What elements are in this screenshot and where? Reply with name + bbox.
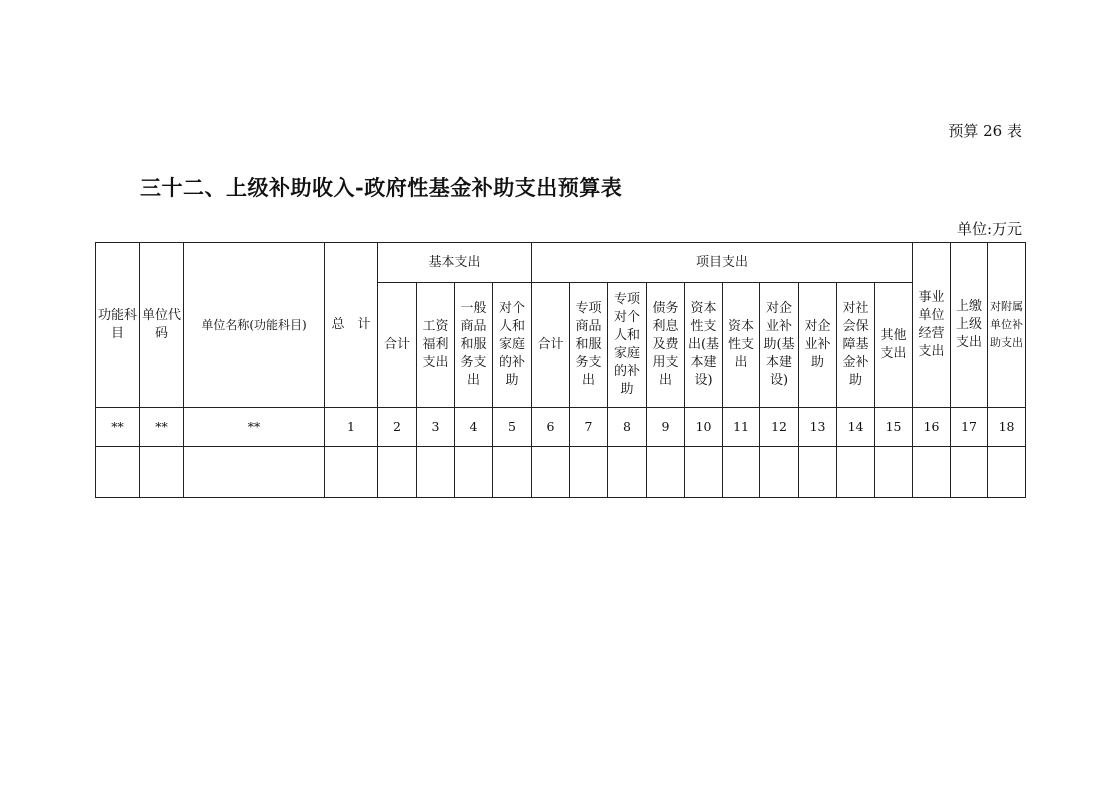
form-number: 预算 26 表 xyxy=(948,122,1022,140)
number-cell: 13 xyxy=(799,408,837,447)
header-row-1 xyxy=(96,243,1026,283)
col-13-header: 对企 业补 助 xyxy=(799,283,837,408)
empty-cell xyxy=(837,447,875,498)
empty-cell xyxy=(184,447,325,498)
col-function-header: 功能科 目 xyxy=(96,243,140,408)
number-cell: 12 xyxy=(760,408,799,447)
col-total-header: 总 计 xyxy=(325,243,378,408)
number-cell: 9 xyxy=(647,408,685,447)
col-5-header: 对个 人和 家庭 的补 助 xyxy=(493,283,532,408)
empty-cell xyxy=(417,447,455,498)
number-cell: 14 xyxy=(837,408,875,447)
number-cell: 11 xyxy=(723,408,760,447)
col-18-header: 对附属 单位补 助支出 xyxy=(988,243,1026,408)
number-cell: 17 xyxy=(951,408,988,447)
empty-cell xyxy=(799,447,837,498)
number-cell: 1 xyxy=(325,408,378,447)
empty-cell xyxy=(493,447,532,498)
empty-cell xyxy=(647,447,685,498)
col-2-header: 合计 xyxy=(378,283,417,408)
col-7-header: 专项 商品 和服 务支 出 xyxy=(570,283,608,408)
empty-cell xyxy=(913,447,951,498)
col-4-header: 一般 商品 和服 务支 出 xyxy=(455,283,493,408)
empty-cell xyxy=(723,447,760,498)
col-10-header: 资本 性支 出(基 本建 设) xyxy=(685,283,723,408)
group-basic-header: 基本支出 xyxy=(378,243,532,283)
empty-cell xyxy=(325,447,378,498)
number-cell: 7 xyxy=(570,408,608,447)
table-row xyxy=(96,447,1026,498)
number-cell: 18 xyxy=(988,408,1026,447)
number-cell: 2 xyxy=(378,408,417,447)
empty-cell xyxy=(988,447,1026,498)
column-number-row xyxy=(96,408,1026,447)
number-cell: ** xyxy=(184,408,325,447)
empty-cell xyxy=(378,447,417,498)
empty-cell xyxy=(685,447,723,498)
col-8-header: 专项 对个 人和 家庭 的补 助 xyxy=(608,283,647,408)
group-project-header: 项目支出 xyxy=(532,243,913,283)
budget-table xyxy=(95,242,1026,498)
number-cell: 5 xyxy=(493,408,532,447)
number-cell: 15 xyxy=(875,408,913,447)
empty-cell xyxy=(455,447,493,498)
empty-cell xyxy=(570,447,608,498)
col-15-header: 其他 支出 xyxy=(875,283,913,408)
col-12-header: 对企 业补 助(基 本建 设) xyxy=(760,283,799,408)
col-unit-code-header: 单位代 码 xyxy=(140,243,184,408)
empty-cell xyxy=(96,447,140,498)
empty-cell xyxy=(951,447,988,498)
col-17-header: 上缴 上级 支出 xyxy=(951,243,988,408)
col-9-header: 债务 利息 及费 用支 出 xyxy=(647,283,685,408)
number-cell: ** xyxy=(96,408,140,447)
page-title: 三十二、上级补助收入-政府性基金补助支出预算表 xyxy=(140,175,623,200)
unit-label: 单位:万元 xyxy=(956,220,1022,238)
col-unit-name-header: 单位名称(功能科目) xyxy=(184,243,325,408)
col-11-header: 资本 性支 出 xyxy=(723,283,760,408)
number-cell: 4 xyxy=(455,408,493,447)
number-cell: 8 xyxy=(608,408,647,447)
empty-cell xyxy=(608,447,647,498)
number-cell: 6 xyxy=(532,408,570,447)
col-3-header: 工资 福利 支出 xyxy=(417,283,455,408)
col-6-header: 合计 xyxy=(532,283,570,408)
empty-cell xyxy=(140,447,184,498)
number-cell: 16 xyxy=(913,408,951,447)
col-14-header: 对社 会保 障基 金补 助 xyxy=(837,283,875,408)
col-16-header: 事业 单位 经营 支出 xyxy=(913,243,951,408)
number-cell: 3 xyxy=(417,408,455,447)
empty-cell xyxy=(875,447,913,498)
number-cell: ** xyxy=(140,408,184,447)
number-cell: 10 xyxy=(685,408,723,447)
empty-cell xyxy=(532,447,570,498)
empty-cell xyxy=(760,447,799,498)
